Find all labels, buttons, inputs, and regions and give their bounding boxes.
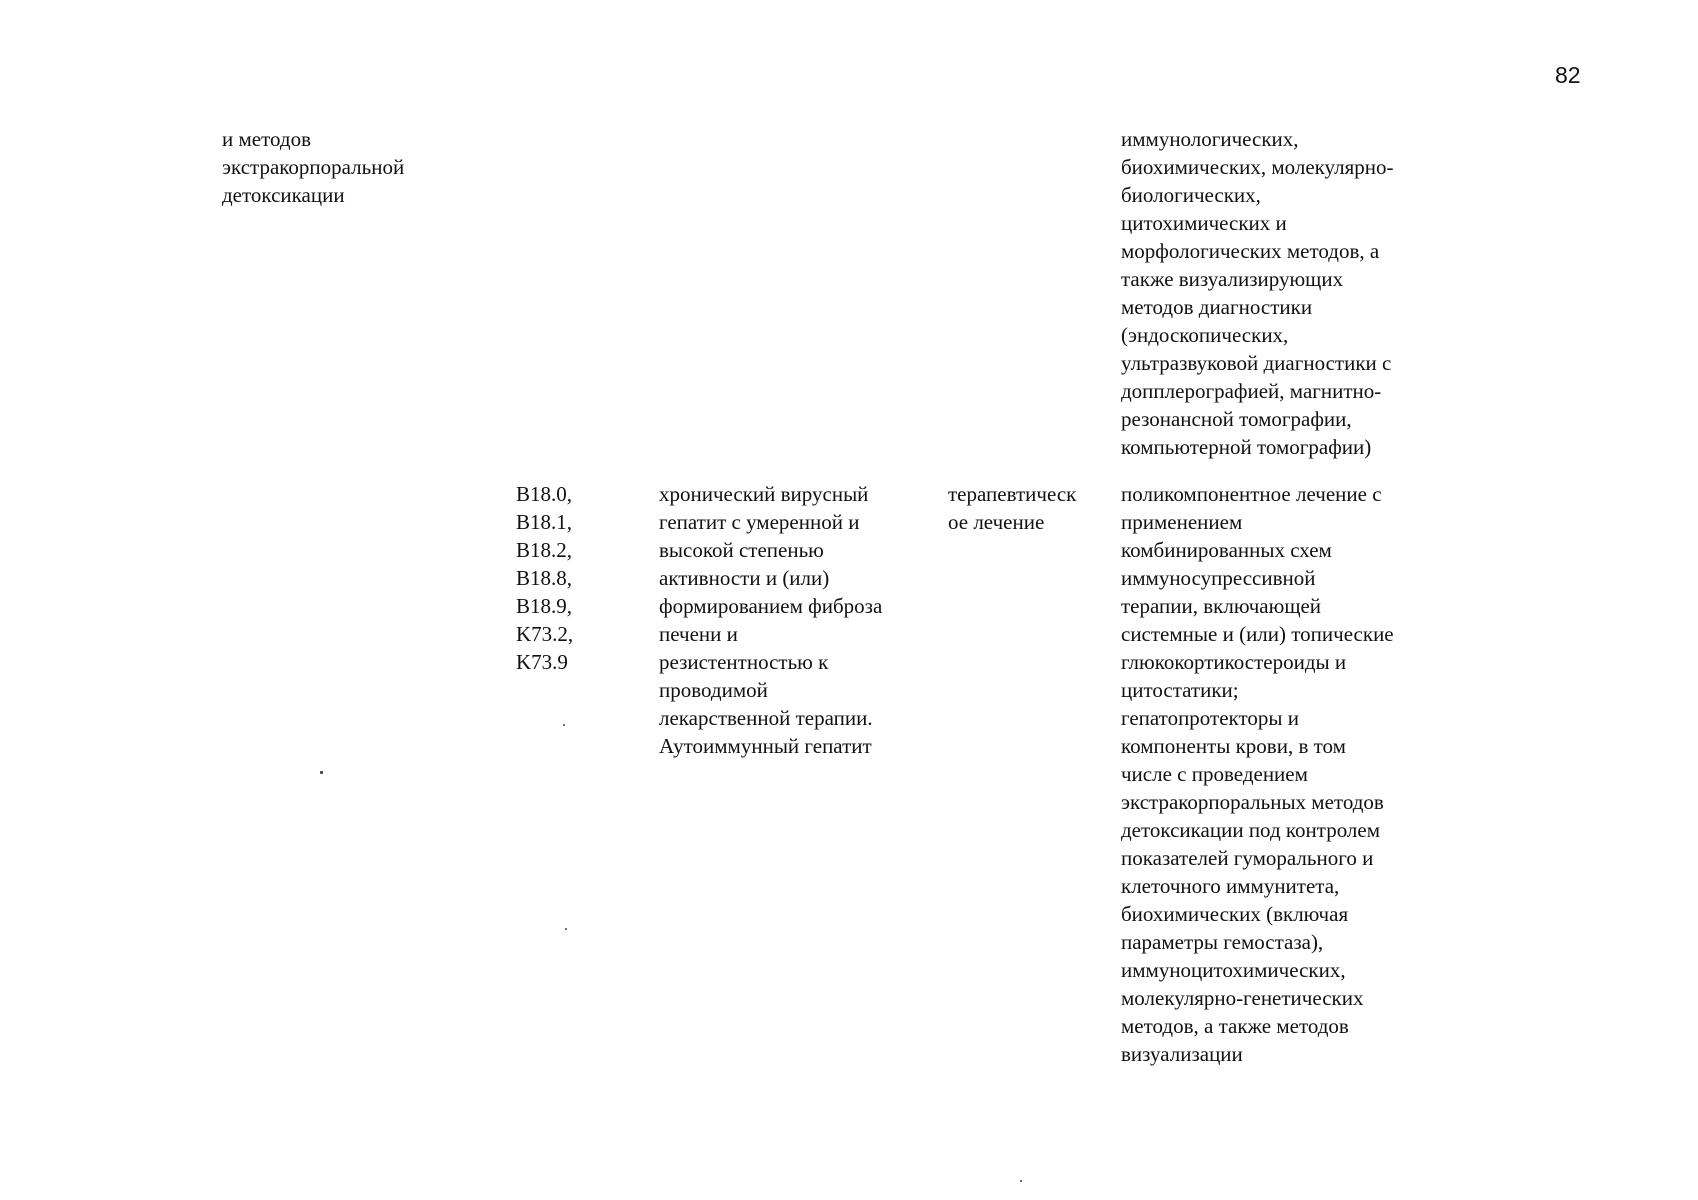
text-line: лекарственной терапии. <box>659 706 873 730</box>
text-line: визуализации <box>1121 1042 1243 1066</box>
text-line: иммуноцитохимических, <box>1121 958 1346 982</box>
text-line: гепатит с умеренной и <box>659 510 860 534</box>
page-number: 82 <box>1555 62 1581 88</box>
text-line: B18.0, <box>516 482 573 506</box>
text-line: методов диагностики <box>1121 295 1313 319</box>
diagnosis-cell <box>659 480 882 760</box>
text-line: цитохимических и <box>1121 211 1287 235</box>
text-line: K73.9 <box>516 650 568 674</box>
text-line: терапевтическ <box>948 482 1077 506</box>
text-line: иммунологических, <box>1121 127 1299 151</box>
text-line: биохимических, молекулярно- <box>1121 155 1394 179</box>
text-line: B18.2, <box>516 538 573 562</box>
text-line: B18.8, <box>516 566 573 590</box>
text-line: Аутоиммунный гепатит <box>659 734 872 758</box>
text-line: системные и (или) топические <box>1121 622 1394 646</box>
text-line: печени и <box>659 622 738 646</box>
text-line: глюкокортикостероиды и <box>1121 650 1347 674</box>
scan-speck <box>565 928 567 930</box>
treatment-method-cell <box>1121 480 1394 1068</box>
text-line: хронический вирусный <box>659 482 869 506</box>
text-line: (эндоскопических, <box>1121 323 1289 347</box>
text-line: B18.9, <box>516 594 573 618</box>
text-line: клеточного иммунитета, <box>1121 874 1340 898</box>
text-line: поликомпонентное лечение с <box>1121 482 1382 506</box>
text-line: B18.1, <box>516 510 573 534</box>
text-line: формированием фиброза <box>659 594 883 618</box>
text-line: компоненты крови, в том <box>1121 734 1346 758</box>
text-line: допплерографией, магнитно- <box>1121 379 1382 403</box>
continued-method-cell <box>1121 125 1394 461</box>
text-line: высокой степенью <box>659 538 824 562</box>
scan-speck <box>320 771 323 774</box>
text-line: K73.2, <box>516 622 574 646</box>
text-line: параметры гемостаза), <box>1121 930 1324 954</box>
text-line: детоксикации <box>222 183 345 207</box>
icd-codes-cell <box>516 480 573 676</box>
treatment-type-cell <box>948 480 1076 536</box>
text-line: методов, а также методов <box>1121 1014 1349 1038</box>
continued-method-type-cell <box>222 125 404 209</box>
text-line: молекулярно-генетических <box>1121 986 1364 1010</box>
text-line: терапии, включающей <box>1121 594 1322 618</box>
text-line: резистентностью к <box>659 650 829 674</box>
scan-speck <box>563 724 565 726</box>
text-line: проводимой <box>659 678 768 702</box>
text-line: цитостатики; <box>1121 678 1239 702</box>
text-line: применением <box>1121 510 1243 534</box>
text-line: числе с проведением <box>1121 762 1308 786</box>
text-line: биологических, <box>1121 183 1261 207</box>
text-line: ое лечение <box>948 510 1045 534</box>
scan-speck <box>1020 1180 1022 1182</box>
text-line: ультразвуковой диагностики с <box>1121 351 1392 375</box>
text-line: компьютерной томографии) <box>1121 435 1372 459</box>
text-line: детоксикации под контролем <box>1121 818 1381 842</box>
text-line: экстракорпоральных методов <box>1121 790 1384 814</box>
text-line: морфологических методов, а <box>1121 239 1380 263</box>
text-line: и методов <box>222 127 311 151</box>
text-line: комбинированных схем <box>1121 538 1332 562</box>
text-line: гепатопротекторы и <box>1121 706 1299 730</box>
text-line: показателей гуморального и <box>1121 846 1374 870</box>
text-line: иммуносупрессивной <box>1121 566 1316 590</box>
text-line: активности и (или) <box>659 566 830 590</box>
text-line: биохимических (включая <box>1121 902 1349 926</box>
text-line: резонансной томографии, <box>1121 407 1352 431</box>
text-line: также визуализирующих <box>1121 267 1344 291</box>
text-line: экстракорпоральной <box>222 155 405 179</box>
